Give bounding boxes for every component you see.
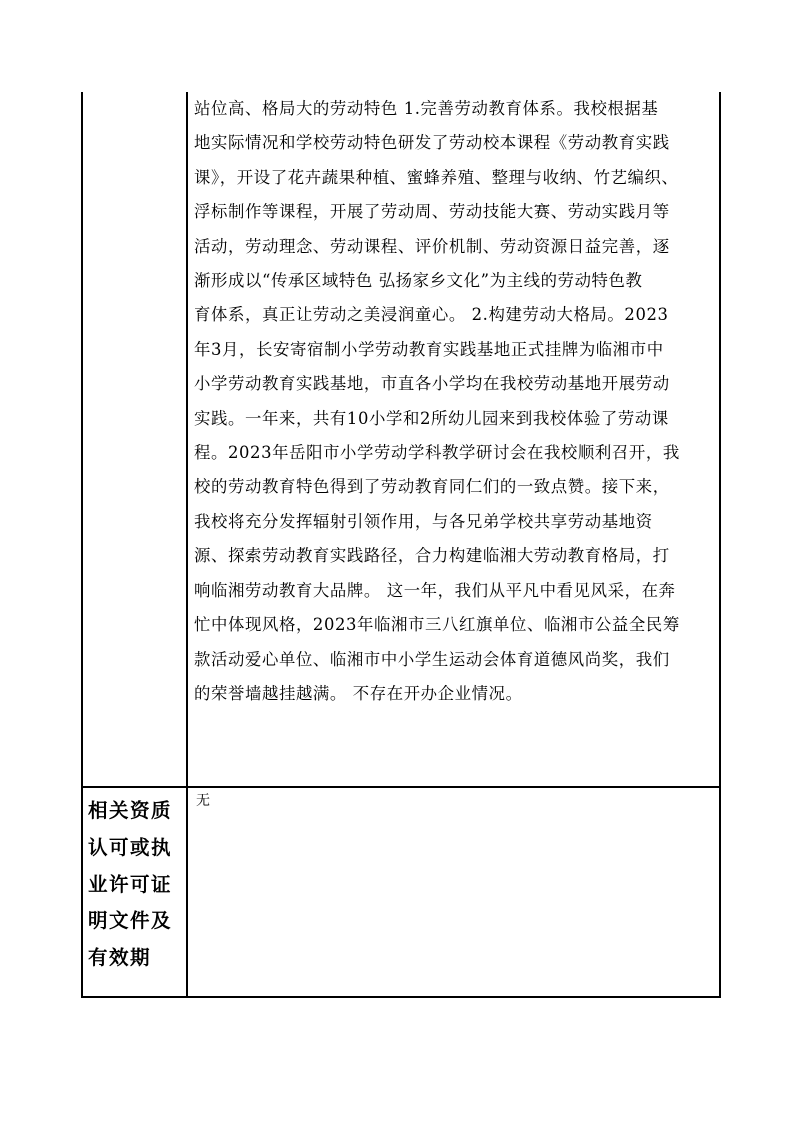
table-border-left [81, 92, 83, 998]
qualification-row-value: 无 [196, 793, 210, 809]
table-border-bottom [81, 996, 721, 998]
table-border-right [719, 92, 721, 998]
table-row-divider [81, 786, 721, 788]
table-column-divider [186, 92, 188, 998]
section-body-text: 站位高、格局大的劳动特色 1.完善劳动教育体系。我校根据基 地实际情况和学校劳动特色研发了劳动校本课程《劳动教育实践 课》，开设了花卉蔬果种植、蜜蜂养殖、整理与收纳、竹艺编织、 浮标制作等课程，开展了劳动周、劳动技能大赛、劳动实践月等 活动，劳动理念、劳动课程、评价机制、劳动资源日益完善，逐 渐形成以“传承区域特色 弘扬家乡文化”为主线的劳动特色教 育体系，真正让劳动之美浸润童心。 2.构建劳动大格局。2023 年3月，长安寄宿制小学劳动教育实践基地正式挂牌为临湘市中 小学劳动教育实践基地，市直各小学均在我校劳动基地开展劳动 实践。一年来，共有10小学和2所幼儿园来到我校体验了劳动课 程。2023年岳阳市小学劳动学科教学研讨会在我校顺利召开，我 校的劳动教育特色得到了劳动教育同仁们的一致点赞。接下来， 我校将充分发挥辐射引领作用，与各兄弟学校共享劳动基地资 源、探索劳动教育实践路径，合力构建临湘大劳动教育格局，打 响临湘劳动教育大品牌。 这一年，我们从平凡中看见风采，在奔 忙中体现风格，2023年临湘市三八红旗单位、临湘市公益全民筹 款活动爱心单位、临湘市中小学生运动会体育道德风尚奖，我们 的荣誉墙越挂越满。 不存在开办企业情况。 [194, 99, 680, 703]
qualification-row-label: 相关资质 认可或执 业许可证 明文件及 有效期 [88, 799, 173, 970]
